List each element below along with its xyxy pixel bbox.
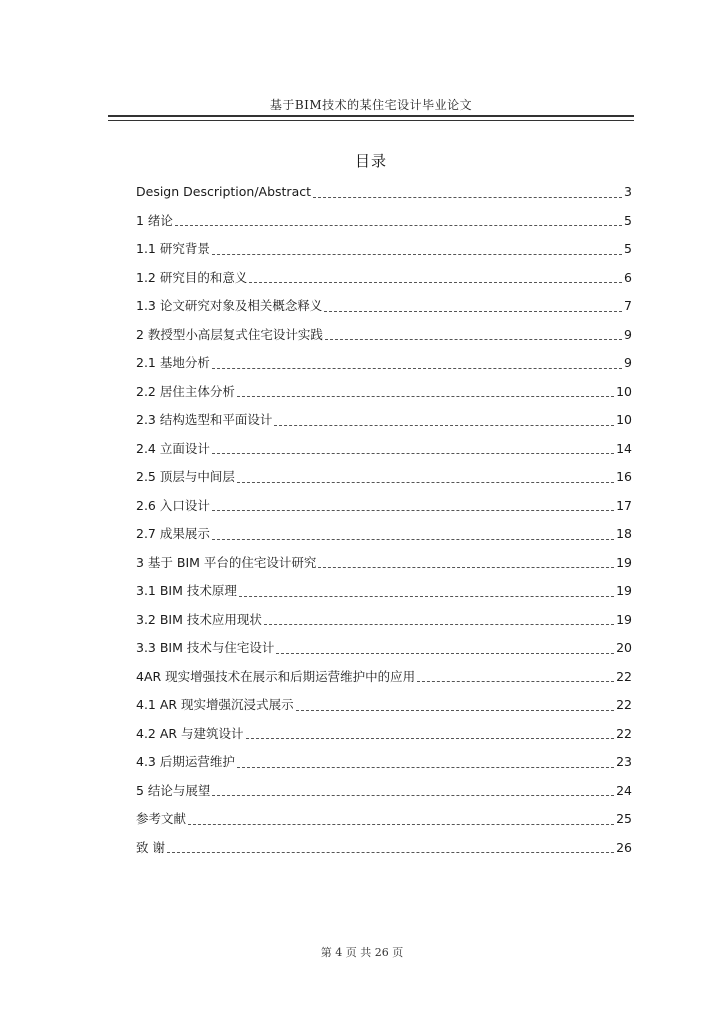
toc-entry-label: 1 绪论	[136, 212, 173, 228]
toc-entry[interactable]	[136, 349, 632, 378]
toc-leader-dots	[212, 795, 614, 796]
toc-entry-page-number: 5	[624, 212, 632, 228]
toc-entry-label: 3.1 BIM 技术原理	[136, 583, 237, 598]
header-rule-thick	[108, 115, 634, 117]
toc-entry-label: 2.5 顶层与中间层	[136, 469, 235, 484]
toc-entry[interactable]	[136, 406, 632, 435]
toc-entry[interactable]	[136, 520, 632, 549]
toc-entry-label: 2.1 基地分析	[136, 355, 210, 370]
toc-entry-label: 4.2 AR 与建筑设计	[136, 725, 244, 741]
toc-entry-label: 1.1 研究背景	[136, 241, 210, 256]
toc-entry-label: 2.7 成果展示	[136, 526, 210, 541]
toc-entry-label: 3.2 BIM 技术应用现状	[136, 611, 262, 627]
toc-entry[interactable]	[136, 777, 632, 806]
toc-entry[interactable]	[136, 435, 632, 464]
toc-entry[interactable]	[136, 463, 632, 492]
toc-leader-dots	[313, 197, 622, 198]
toc-entry[interactable]	[136, 549, 632, 578]
toc-leader-dots	[175, 225, 622, 226]
toc-entry[interactable]	[136, 805, 632, 834]
toc-entry-page-number: 20	[616, 640, 632, 655]
toc-entry[interactable]	[136, 292, 632, 321]
toc-entry-label: 1.2 研究目的和意义	[136, 269, 248, 285]
table-of-contents	[136, 178, 632, 862]
toc-entry-page-number: 19	[616, 583, 632, 598]
toc-leader-dots	[237, 767, 614, 768]
toc-entry-label: 3.3 BIM 技术与住宅设计	[136, 640, 275, 655]
toc-entry-page-number: 9	[624, 355, 632, 370]
toc-leader-dots	[417, 681, 614, 682]
toc-entry-page-number: 7	[624, 298, 632, 313]
toc-entry-page-number: 3	[624, 184, 632, 199]
toc-leader-dots	[212, 368, 622, 369]
toc-entry[interactable]	[136, 606, 632, 635]
toc-entry-page-number: 6	[624, 269, 632, 285]
toc-leader-dots	[318, 567, 614, 568]
toc-entry[interactable]	[136, 492, 632, 521]
toc-entry-label: 2 教授型小高层复式住宅设计实践	[136, 326, 323, 342]
toc-entry-page-number: 10	[616, 383, 632, 399]
toc-leader-dots	[239, 596, 614, 597]
toc-leader-dots	[212, 510, 614, 511]
toc-entry[interactable]	[136, 634, 632, 663]
toc-leader-dots	[188, 824, 614, 825]
toc-entry-label: 4.3 后期运营维护	[136, 754, 235, 769]
toc-entry-label: 参考文献	[136, 811, 187, 826]
toc-entry[interactable]	[136, 663, 632, 692]
toc-entry-page-number: 10	[616, 412, 632, 427]
toc-leader-dots	[212, 453, 614, 454]
toc-entry[interactable]	[136, 264, 632, 293]
toc-leader-dots	[237, 482, 614, 483]
toc-leader-dots	[274, 425, 614, 426]
toc-entry-label: Design Description/Abstract	[136, 184, 312, 199]
running-header: 基于BIM技术的某住宅设计毕业论文	[269, 98, 473, 112]
toc-leader-dots	[212, 539, 614, 540]
toc-leader-dots	[276, 653, 614, 654]
toc-entry-label: 2.4 立面设计	[136, 440, 210, 456]
toc-entry-page-number: 18	[616, 526, 632, 541]
page-footer: 第 4 页 共 26 页	[320, 946, 404, 959]
toc-entry-page-number: 23	[616, 754, 632, 769]
toc-entry-label: 3 基于 BIM 平台的住宅设计研究	[136, 554, 317, 570]
toc-leader-dots	[264, 624, 614, 625]
toc-title: 目录	[354, 152, 387, 170]
toc-entry[interactable]	[136, 207, 632, 236]
toc-entry-label: 4.1 AR 现实增强沉浸式展示	[136, 697, 294, 712]
toc-entry[interactable]	[136, 577, 632, 606]
toc-entry-page-number: 5	[624, 241, 632, 256]
toc-entry[interactable]	[136, 720, 632, 749]
toc-leader-dots	[296, 710, 615, 711]
header-rule-thin	[108, 120, 634, 121]
toc-entry-page-number: 16	[616, 469, 632, 484]
toc-entry-label: 2.6 入口设计	[136, 497, 210, 513]
toc-leader-dots	[249, 282, 622, 283]
toc-entry-label: 2.2 居住主体分析	[136, 383, 235, 399]
toc-entry-page-number: 26	[616, 839, 632, 855]
toc-entry-page-number: 17	[616, 497, 632, 513]
toc-entry-page-number: 24	[616, 782, 632, 798]
toc-entry-page-number: 25	[616, 811, 632, 826]
toc-entry[interactable]	[136, 691, 632, 720]
toc-entry[interactable]	[136, 834, 632, 863]
toc-entry-page-number: 19	[616, 554, 632, 570]
toc-entry-page-number: 19	[616, 611, 632, 627]
toc-leader-dots	[324, 311, 622, 312]
toc-entry-page-number: 22	[616, 697, 632, 712]
toc-entry[interactable]	[136, 178, 632, 207]
toc-entry[interactable]	[136, 235, 632, 264]
toc-leader-dots	[167, 852, 614, 853]
toc-entry-page-number: 22	[616, 725, 632, 741]
toc-entry[interactable]	[136, 378, 632, 407]
toc-leader-dots	[212, 254, 622, 255]
toc-entry-label: 致 谢	[136, 839, 165, 855]
toc-entry-label: 5 结论与展望	[136, 782, 211, 798]
toc-entry-label: 1.3 论文研究对象及相关概念释义	[136, 298, 323, 313]
toc-entry-page-number: 22	[616, 668, 632, 684]
toc-entry-page-number: 9	[624, 326, 632, 342]
toc-entry[interactable]	[136, 748, 632, 777]
toc-leader-dots	[237, 396, 614, 397]
toc-leader-dots	[246, 738, 615, 739]
toc-entry[interactable]	[136, 321, 632, 350]
toc-entry-page-number: 14	[616, 440, 632, 456]
toc-entry-label: 2.3 结构选型和平面设计	[136, 412, 273, 427]
toc-entry-label: 4AR 现实增强技术在展示和后期运营维护中的应用	[136, 668, 416, 684]
toc-leader-dots	[325, 339, 622, 340]
